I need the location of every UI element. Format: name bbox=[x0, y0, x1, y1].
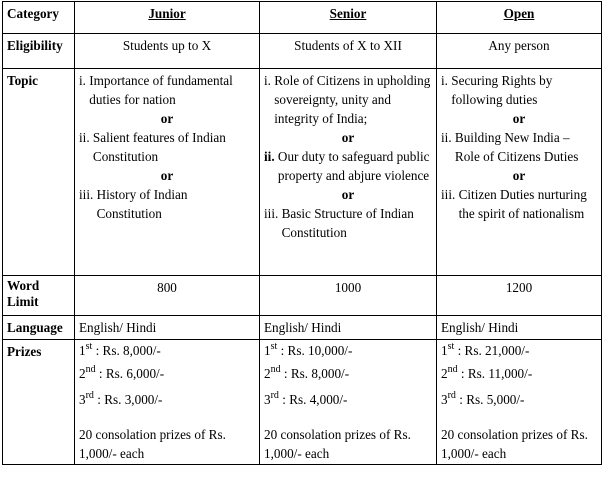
topic-item bbox=[264, 71, 432, 128]
prize-rank-suffix: rd bbox=[447, 389, 456, 401]
prize-amount: : Rs. 8,000/- bbox=[95, 343, 161, 358]
prize-rank: 3 bbox=[79, 392, 86, 407]
topic-junior bbox=[75, 69, 260, 276]
topic-item bbox=[441, 71, 597, 109]
prize-rank: 2 bbox=[264, 366, 271, 381]
prize-amount: : Rs. 3,000/- bbox=[97, 392, 163, 407]
or-separator: or bbox=[512, 168, 526, 183]
competition-table bbox=[2, 1, 602, 465]
prize-rank-suffix: st bbox=[85, 340, 93, 352]
or-separator: or bbox=[160, 111, 174, 126]
topic-item-number: iii. bbox=[441, 187, 456, 202]
topic-item-text: Securing Rights by following duties bbox=[451, 73, 553, 107]
word-limit-senior: 1000 bbox=[260, 276, 437, 316]
topic-open bbox=[437, 69, 602, 276]
second-prize bbox=[264, 361, 432, 387]
topic-item-text: History of Indian Constitution bbox=[96, 187, 188, 221]
eligibility-senior: Students of X to XII bbox=[260, 34, 437, 69]
topic-item-number: iii. bbox=[79, 187, 94, 202]
consolation-prizes: 20 consolation prizes of Rs. 1,000/- each bbox=[264, 427, 411, 461]
topic-item-number: ii. bbox=[264, 149, 275, 164]
eligibility-row bbox=[3, 34, 602, 69]
topic-item-number: iii. bbox=[264, 206, 279, 221]
topic-item-number: i. bbox=[441, 73, 448, 88]
consolation-prizes: 20 consolation prizes of Rs. 1,000/- each bbox=[441, 427, 588, 461]
eligibility-label: Eligibility bbox=[3, 34, 75, 69]
or-separator: or bbox=[341, 187, 355, 202]
prize-rank: 2 bbox=[79, 366, 86, 381]
topic-item-text: Our duty to safeguard public property and abjure violence bbox=[277, 149, 430, 183]
header-category: Category bbox=[3, 2, 75, 34]
word-limit-label: Word Limit bbox=[3, 276, 75, 316]
first-prize bbox=[264, 340, 432, 361]
header-open: Open bbox=[437, 2, 602, 34]
word-limit-row bbox=[3, 276, 602, 316]
prize-rank-suffix: nd bbox=[447, 363, 458, 375]
prize-amount: : Rs. 6,000/- bbox=[98, 366, 165, 381]
first-prize bbox=[79, 340, 255, 361]
second-prize bbox=[79, 361, 255, 387]
word-limit-open: 1200 bbox=[437, 276, 602, 316]
prizes-label: Prizes bbox=[3, 340, 75, 465]
prize-amount: : Rs. 21,000/- bbox=[457, 343, 530, 358]
header-row bbox=[3, 2, 602, 34]
prize-amount: : Rs. 10,000/- bbox=[280, 343, 353, 358]
topic-item-text: Role of Citizens in upholding sovereignty, unity and integrity of India; bbox=[274, 73, 431, 126]
prize-rank-suffix: st bbox=[270, 340, 278, 352]
prize-amount: : Rs. 11,000/- bbox=[460, 366, 533, 381]
second-prize bbox=[441, 361, 597, 387]
word-limit-junior: 800 bbox=[75, 276, 260, 316]
prizes-senior bbox=[260, 340, 437, 465]
prize-rank: 3 bbox=[441, 392, 448, 407]
topic-item-number: i. bbox=[264, 73, 271, 88]
third-prize bbox=[264, 387, 432, 413]
language-junior: English/ Hindi bbox=[75, 316, 260, 340]
topic-label: Topic bbox=[3, 69, 75, 276]
prize-rank: 2 bbox=[441, 366, 448, 381]
topic-item-text: Citizen Duties nurturing the spirit of nationalism bbox=[458, 187, 587, 221]
topic-item bbox=[79, 185, 255, 223]
third-prize bbox=[441, 387, 597, 413]
topic-item-text: Building New India – Role of Citizens Duties bbox=[454, 130, 579, 164]
prize-rank-suffix: nd bbox=[85, 363, 96, 375]
topic-item bbox=[79, 71, 255, 109]
topic-item-number: ii. bbox=[441, 130, 452, 145]
topic-item-number: ii. bbox=[79, 130, 90, 145]
topic-item bbox=[264, 147, 432, 185]
consolation-prizes: 20 consolation prizes of Rs. 1,000/- each bbox=[79, 427, 226, 461]
topic-item-number: i. bbox=[79, 73, 86, 88]
topic-item-text: Salient features of Indian Constitution bbox=[92, 130, 226, 164]
or-separator: or bbox=[512, 111, 526, 126]
prizes-row bbox=[3, 340, 602, 465]
prize-rank: 1 bbox=[441, 343, 448, 358]
topic-item bbox=[79, 128, 255, 166]
topic-item bbox=[441, 185, 597, 223]
prizes-junior bbox=[75, 340, 260, 465]
language-label: Language bbox=[3, 316, 75, 340]
topic-item-text: Basic Structure of Indian Constitution bbox=[281, 206, 414, 240]
prize-rank: 1 bbox=[264, 343, 271, 358]
header-senior: Senior bbox=[260, 2, 437, 34]
eligibility-junior: Students up to X bbox=[75, 34, 260, 69]
prize-rank: 3 bbox=[264, 392, 271, 407]
eligibility-open: Any person bbox=[437, 34, 602, 69]
language-row bbox=[3, 316, 602, 340]
language-senior: English/ Hindi bbox=[260, 316, 437, 340]
third-prize bbox=[79, 387, 255, 413]
prize-rank-suffix: rd bbox=[270, 389, 279, 401]
prize-amount: : Rs. 5,000/- bbox=[459, 392, 525, 407]
topic-item-text: Importance of fundamental duties for nation bbox=[89, 73, 233, 107]
or-separator: or bbox=[160, 168, 174, 183]
topic-senior bbox=[260, 69, 437, 276]
prizes-open bbox=[437, 340, 602, 465]
prize-rank-suffix: rd bbox=[85, 389, 94, 401]
prize-rank-suffix: nd bbox=[270, 363, 281, 375]
topic-item bbox=[264, 204, 432, 242]
prize-rank-suffix: st bbox=[447, 340, 455, 352]
first-prize bbox=[441, 340, 597, 361]
or-separator: or bbox=[341, 130, 355, 145]
prize-rank: 1 bbox=[79, 343, 86, 358]
topic-item bbox=[441, 128, 597, 166]
language-open: English/ Hindi bbox=[437, 316, 602, 340]
topic-row bbox=[3, 69, 602, 276]
prize-amount: : Rs. 8,000/- bbox=[283, 366, 350, 381]
header-junior: Junior bbox=[75, 2, 260, 34]
prize-amount: : Rs. 4,000/- bbox=[282, 392, 348, 407]
